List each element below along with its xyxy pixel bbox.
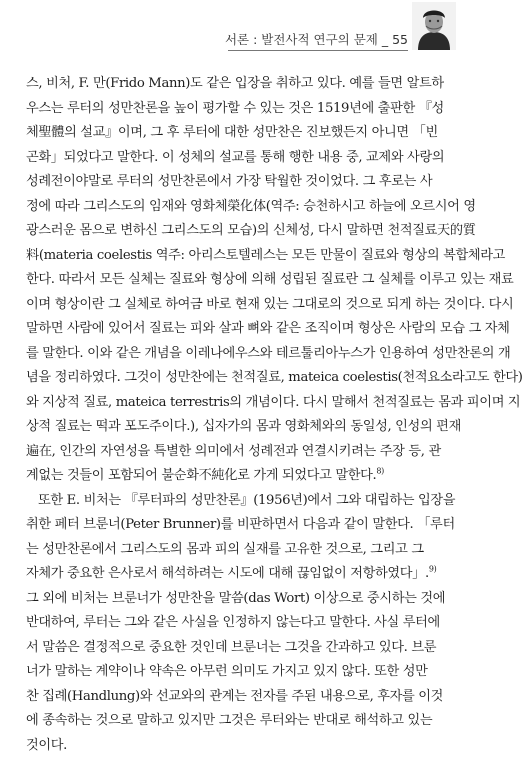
text-line-25: 너가 말하는 계약이나 약속은 아무런 의미도 가지고 있지 않다. 또한 성만	[26, 660, 450, 685]
text-line-4: 곤화」되었다고 말한다. 이 성체의 설교를 통해 행한 내용 중, 교제와 사랑의	[26, 146, 450, 171]
text-line-8: 料(materia coelestis 역주: 아리스토텔레스는 모든 만물이 질료와 형상의 복합체라고	[26, 244, 450, 269]
text-line-21	[26, 562, 450, 587]
text-line-26: 찬 집례(Handlung)와 선교와의 관계는 전자를 주된 내용으로, 후자를 이것	[26, 685, 450, 710]
text-line-28: 것이다.	[26, 734, 450, 758]
text-line-27: 에 종속하는 것으로 말하고 있지만 그것은 루터와는 반대로 해석하고 있는	[26, 709, 450, 734]
text-line-9: 한다. 따라서 모든 실체는 질료와 형상에 의해 성립된 질료란 그 실체를 이루고 있는 재료	[26, 268, 450, 293]
text-line-24: 서 말씀은 결정적으로 중요한 것인데 브룬너는 그것을 간과하고 있다. 브룬	[26, 636, 450, 661]
text-line-21-content: 자체가 중요한 은사로서 해석하려는 시도에 대해 끊임없이 저항하였다」.	[26, 566, 429, 581]
text-line-18: 또한 E. 비처는 『루터파의 성만찬론』(1956년)에서 그와 대립하는 입장을	[26, 489, 450, 514]
text-line-10: 이며 형상이란 그 실체로 하여금 바로 현재 있는 그대로의 것으로 되게 하는 것이다. 다시	[26, 293, 450, 318]
text-line-6: 정에 따라 그리스도의 임재와 영화체榮化体(역주: 승천하시고 하늘에 오르시어 영	[26, 195, 450, 220]
text-line-17	[26, 464, 450, 489]
text-line-20: 는 성만찬론에서 그리스도의 몸과 피의 실재를 고유한 것으로, 그리고 그	[26, 538, 450, 563]
footnote-marker-9: 9)	[429, 565, 437, 574]
text-line-12: 를 말한다. 이와 같은 개념을 이레나에우스와 테르툴리아누스가 인용하여 성만찬론의 개	[26, 342, 450, 367]
text-line-17-content: 계없는 것들이 포함되어 불순화不純化로 가게 되었다고 말한다.	[26, 468, 376, 483]
body-text	[26, 72, 450, 758]
page-header	[0, 0, 470, 60]
text-line-23: 반대하여, 루터는 그와 같은 사실을 인정하지 않는다고 말한다. 사실 루터에	[26, 611, 450, 636]
text-line-19: 취한 페터 브룬너(Peter Brunner)를 비판하면서 다음과 같이 말한다. 「루터	[26, 513, 450, 538]
text-line-13: 념을 정리하였다. 그것이 성만찬에는 천적질료, mateica coelestis(천적요소라고도 한다)	[26, 366, 450, 391]
footnote-marker-8: 8)	[376, 467, 384, 476]
text-line-3: 체聖體의 설교』이며, 그 후 루터에 대한 성만찬은 진보했든지 아니면 「빈	[26, 121, 450, 146]
text-line-15: 상적 질료는 떡과 포도주이다.), 십자가의 몸과 영화체와의 동일성, 인성의 편재	[26, 415, 450, 440]
text-line-1: 스, 비처, F. 만(Frido Mann)도 같은 입장을 취하고 있다. 예를 들면 알트하	[26, 72, 450, 97]
text-line-5: 성례전이야말로 루터의 성만찬론에서 가장 탁월한 것이었다. 그 후로는 사	[26, 170, 450, 195]
text-line-2: 우스는 루터의 성만찬론을 높이 평가할 수 있는 것은 1519년에 출판한 『성	[26, 97, 450, 122]
luther-portrait-icon	[412, 2, 456, 50]
text-line-11: 말하면 사람에 있어서 질료는 피와 살과 뼈와 같은 조직이며 형상은 사람의 모습 그 자체	[26, 317, 450, 342]
text-line-16: 遍在, 인간의 자연성을 특별한 의미에서 성례전과 연결시키려는 주장 등, 관	[26, 440, 450, 465]
text-line-22: 그 외에 비처는 브룬너가 성만찬을 말씀(das Wort) 이상으로 중시하는 것에	[26, 587, 450, 612]
header-rule	[228, 50, 408, 51]
running-header-title: 서론 : 발전사적 연구의 문제 _ 55	[225, 30, 408, 48]
text-line-14: 와 지상적 질료, mateica terrestris의 개념이다. 다시 말해서 천적질료는 몸과 피이며 지	[26, 391, 450, 416]
text-line-7: 광스러운 몸으로 변하신 그리스도의 모습)의 신체성, 다시 말하면 천적질료天的質	[26, 219, 450, 244]
